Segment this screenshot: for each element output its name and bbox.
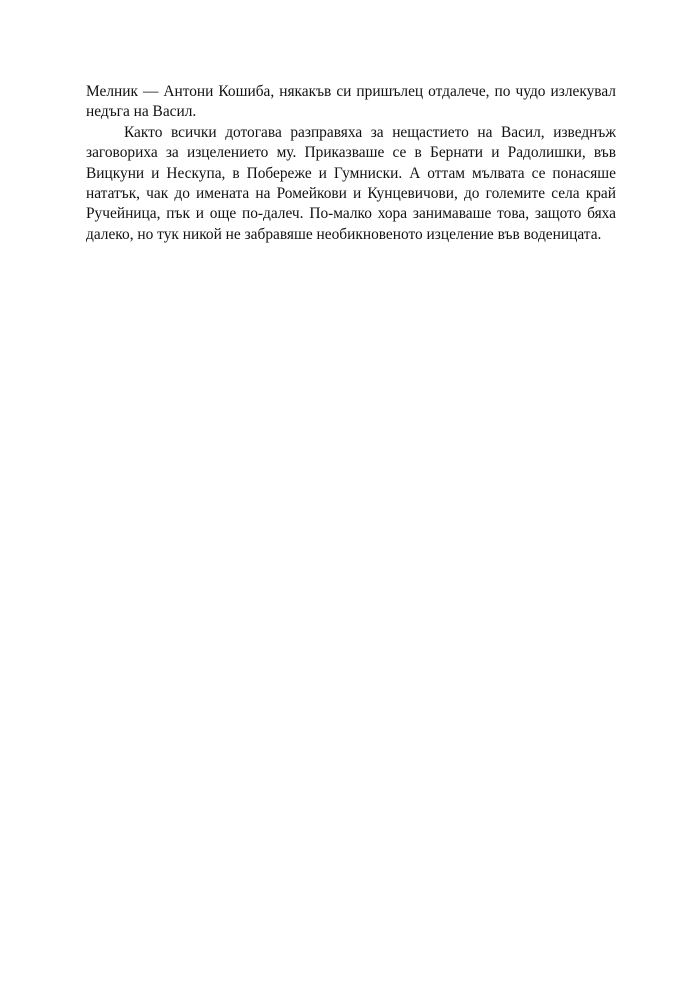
document-body [86,82,616,245]
paragraph: Както всички дотогава разправяха за нещастието на Васил, изведнъж заговориха за изцелението му. Приказваше се в Бернати и Радолишки, във Вицкуни и Нескупа, в Побереже и Гумниски. А оттам мълвата се понасяше нататък, чак до имената на Ромейкови и Кунцевичови, до големите села край Ручейница, пък и още по-далеч. По-малко хора занимаваше това, защото бяха далеко, но тук никой не забравяше необикновеното изцеление във воденицата. [86,123,616,243]
paragraph-continuation: Мелник — Антони Кошиба, някакъв си пришълец отдалече, по чудо излекувал недъга на Васил. [86,83,616,121]
